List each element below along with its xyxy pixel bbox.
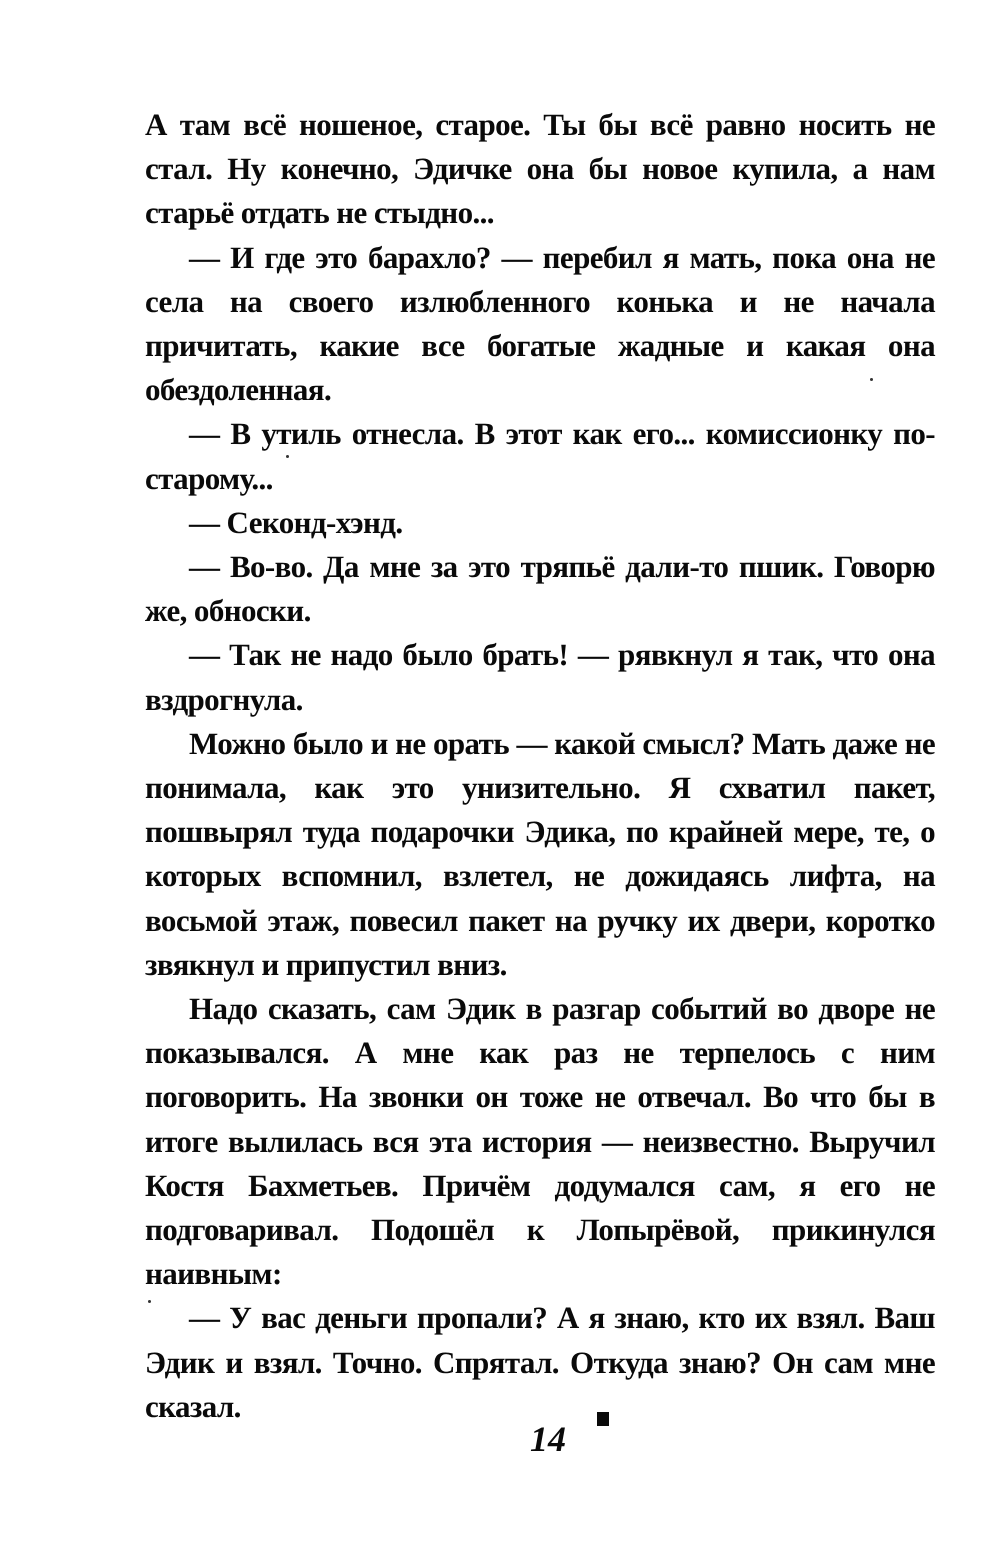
paragraph-2: — И где это барахло? — перебил я мать, пока она не села на своего излюбленного конька и не начала причитать, какие все богатые жадные и какая она обездоленная. <box>145 239 935 408</box>
paragraph-5: — Во-во. Да мне за это тряпьё дали-то пшик. Говорю же, обноски. <box>145 549 935 629</box>
paragraph-4: — Секонд-хэнд. <box>189 504 403 540</box>
paragraph-3: — В утиль отнесла. В этот как его... комиссионку по-старому... <box>145 416 935 496</box>
paragraph-8: Надо сказать, сам Эдик в разгар событий во дворе не показывался. А мне как раз не терпелось с ним поговорить. На звонки он тоже не отвечал. Во что бы в итоге вылилась вся эта история — неизвестно. Выручил Костя Бахметьев. Причём додумался сам, я его не подговаривал. Подошёл к Лопырёвой, прикинулся наивным: <box>145 991 935 1292</box>
print-speck <box>286 455 289 458</box>
page-marker-square <box>597 1412 609 1426</box>
paragraph-7: Можно было и не орать — какой смысл? Мать даже не понимала, как это унизительно. Я схватил пакет, пошвырял туда подарочки Эдика, по крайней мере, те, о которых вспомнил, взлетел, не дожидаясь лифта, на восьмой этаж, повесил пакет на ручку их двери, коротко звякнул и припустил вниз. <box>145 725 935 982</box>
paragraph-1: А там всё ношеное, старое. Ты бы всё равно носить не стал. Ну конечно, Эдичке она бы новое купила, а нам старьё отдать не стыдно... <box>145 107 935 231</box>
page-number: 14 <box>530 1419 566 1459</box>
page-body-text <box>145 103 935 1429</box>
print-speck <box>870 378 873 381</box>
paragraph-6: — Так не надо было брать! — рявкнул я так, что она вздрогнула. <box>145 637 935 717</box>
paragraph-9: — У вас деньги пропали? А я знаю, кто их взял. Ваш Эдик и взял. Точно. Спрятал. Откуда знаю? Он сам мне сказал. <box>145 1300 935 1424</box>
print-speck <box>148 1300 151 1303</box>
